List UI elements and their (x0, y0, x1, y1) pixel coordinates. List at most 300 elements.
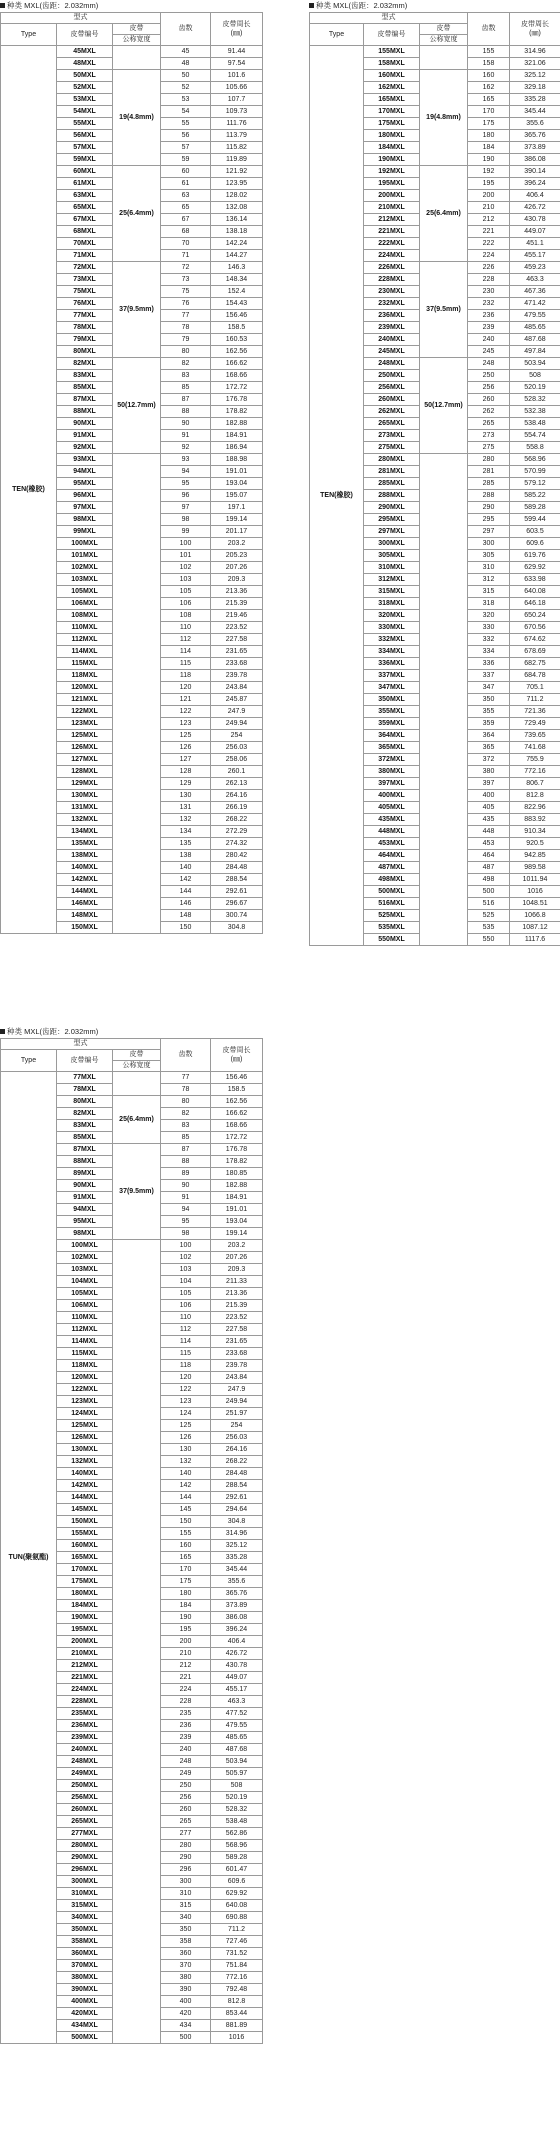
belt-number-cell: 228MXL (364, 274, 420, 286)
circumference-cell: 455.17 (510, 250, 560, 262)
circumference-cell: 727.46 (211, 1936, 263, 1948)
circumference-cell: 231.65 (211, 1336, 263, 1348)
circumference-cell: 211.33 (211, 1276, 263, 1288)
circumference-cell: 373.89 (510, 142, 560, 154)
teeth-cell: 359 (468, 718, 510, 730)
belt-number-cell: 295MXL (364, 514, 420, 526)
teeth-cell: 130 (161, 790, 211, 802)
belt-number-cell: 192MXL (364, 166, 420, 178)
circumference-cell: 191.01 (211, 466, 263, 478)
belt-number-cell: 310MXL (57, 1888, 113, 1900)
teeth-cell: 464 (468, 850, 510, 862)
circumference-cell: 406.4 (211, 1636, 263, 1648)
belt-number-cell: 80MXL (57, 346, 113, 358)
circumference-cell: 603.5 (510, 526, 560, 538)
circumference-cell: 162.56 (211, 1096, 263, 1108)
teeth-cell: 135 (161, 838, 211, 850)
belt-number-cell: 337MXL (364, 670, 420, 682)
circumference-cell: 532.38 (510, 406, 560, 418)
belt-number-cell: 265MXL (57, 1816, 113, 1828)
circumference-cell: 646.18 (510, 598, 560, 610)
header-type-group: 型式 (1, 1039, 161, 1050)
circumference-cell: 296.67 (211, 898, 263, 910)
belt-number-cell: 525MXL (364, 910, 420, 922)
belt-number-cell: 90MXL (57, 1180, 113, 1192)
circumference-cell: 314.96 (211, 1528, 263, 1540)
belt-number-cell: 334MXL (364, 646, 420, 658)
circumference-cell: 741.68 (510, 742, 560, 754)
belt-number-cell: 200MXL (57, 1636, 113, 1648)
circumference-cell: 188.98 (211, 454, 263, 466)
teeth-cell: 91 (161, 1192, 211, 1204)
circumference-cell: 227.58 (211, 1324, 263, 1336)
header-nominal-width: 公称宽度 (113, 35, 161, 46)
width-cell-empty (113, 1072, 161, 1096)
header-belt-no: 皮带编号 (364, 24, 420, 46)
belt-number-cell: 61MXL (57, 178, 113, 190)
teeth-cell: 90 (161, 1180, 211, 1192)
table-block-ten-1 (0, 0, 262, 934)
belt-number-cell: 336MXL (364, 658, 420, 670)
teeth-cell: 104 (161, 1276, 211, 1288)
belt-number-cell: 175MXL (364, 118, 420, 130)
circumference-cell: 178.82 (211, 406, 263, 418)
type-cell: TUN(聚氨酯) (1, 1072, 57, 2044)
teeth-cell: 82 (161, 358, 211, 370)
teeth-cell: 347 (468, 682, 510, 694)
teeth-cell: 300 (468, 538, 510, 550)
circumference-cell: 449.07 (510, 226, 560, 238)
circumference-cell: 503.94 (211, 1756, 263, 1768)
table-row (1, 1072, 263, 1084)
circumference-cell: 213.36 (211, 1288, 263, 1300)
circumference-cell: 373.89 (211, 1600, 263, 1612)
teeth-cell: 221 (468, 226, 510, 238)
teeth-cell: 184 (468, 142, 510, 154)
belt-number-cell: 120MXL (57, 682, 113, 694)
square-bullet-icon (309, 3, 314, 8)
belt-number-cell: 87MXL (57, 1144, 113, 1156)
belt-number-cell: 70MXL (57, 238, 113, 250)
teeth-cell: 122 (161, 1384, 211, 1396)
header-circumference-label: 皮带周长 (222, 21, 251, 28)
header-type-group: 型式 (1, 13, 161, 24)
circumference-cell: 158.5 (211, 1084, 263, 1096)
belt-number-cell: 90MXL (57, 418, 113, 430)
circumference-cell: 459.23 (510, 262, 560, 274)
teeth-cell: 340 (161, 1912, 211, 1924)
belt-number-cell: 250MXL (57, 1780, 113, 1792)
teeth-cell: 275 (468, 442, 510, 454)
circumference-cell: 132.08 (211, 202, 263, 214)
teeth-cell: 256 (468, 382, 510, 394)
belt-number-cell: 358MXL (57, 1936, 113, 1948)
belt-number-cell: 102MXL (57, 562, 113, 574)
belt-number-cell: 110MXL (57, 622, 113, 634)
teeth-cell: 83 (161, 1120, 211, 1132)
belt-number-cell: 315MXL (364, 586, 420, 598)
belt-number-cell: 105MXL (57, 1288, 113, 1300)
belt-number-cell: 99MXL (57, 526, 113, 538)
teeth-cell: 250 (468, 370, 510, 382)
teeth-cell: 54 (161, 106, 211, 118)
belt-number-cell: 100MXL (57, 538, 113, 550)
belt-number-cell: 390MXL (57, 1984, 113, 1996)
teeth-cell: 380 (468, 766, 510, 778)
teeth-cell: 365 (468, 742, 510, 754)
table-block-tun (0, 1026, 262, 2044)
teeth-cell: 59 (161, 154, 211, 166)
circumference-cell: 300.74 (211, 910, 263, 922)
header-circumference (211, 1039, 263, 1072)
circumference-cell: 538.48 (211, 1816, 263, 1828)
circumference-cell: 806.7 (510, 778, 560, 790)
circumference-cell: 184.91 (211, 430, 263, 442)
belt-number-cell: 82MXL (57, 1108, 113, 1120)
teeth-cell: 126 (161, 742, 211, 754)
belt-number-cell: 372MXL (364, 754, 420, 766)
teeth-cell: 330 (468, 622, 510, 634)
teeth-cell: 230 (468, 286, 510, 298)
teeth-cell: 281 (468, 466, 510, 478)
teeth-cell: 122 (161, 706, 211, 718)
belt-number-cell: 91MXL (57, 430, 113, 442)
circumference-cell: 772.16 (211, 1972, 263, 1984)
belt-number-cell: 464MXL (364, 850, 420, 862)
belt-number-cell: 365MXL (364, 742, 420, 754)
circumference-cell: 128.02 (211, 190, 263, 202)
circumference-cell: 568.96 (510, 454, 560, 466)
teeth-cell: 390 (161, 1984, 211, 1996)
nominal-width-cell: 25(6.4mm) (420, 166, 468, 262)
circumference-cell: 812.8 (211, 1996, 263, 2008)
teeth-cell: 98 (161, 1228, 211, 1240)
belt-number-cell: 281MXL (364, 466, 420, 478)
circumference-cell: 721.36 (510, 706, 560, 718)
circumference-cell: 449.07 (211, 1672, 263, 1684)
belt-number-cell: 134MXL (57, 826, 113, 838)
circumference-cell: 91.44 (211, 46, 263, 58)
teeth-cell: 297 (468, 526, 510, 538)
circumference-cell: 201.17 (211, 526, 263, 538)
circumference-cell: 609.6 (211, 1876, 263, 1888)
teeth-cell: 312 (468, 574, 510, 586)
belt-number-cell: 320MXL (364, 610, 420, 622)
teeth-cell: 88 (161, 1156, 211, 1168)
teeth-cell: 516 (468, 898, 510, 910)
belt-number-cell: 129MXL (57, 778, 113, 790)
belt-number-cell: 105MXL (57, 586, 113, 598)
teeth-cell: 240 (468, 334, 510, 346)
belt-number-cell: 67MXL (57, 214, 113, 226)
circumference-cell: 1011.94 (510, 874, 560, 886)
circumference-cell: 184.91 (211, 1192, 263, 1204)
belt-number-cell: 400MXL (57, 1996, 113, 2008)
belt-number-cell: 256MXL (364, 382, 420, 394)
teeth-cell: 296 (161, 1864, 211, 1876)
belt-number-cell: 75MXL (57, 286, 113, 298)
belt-number-cell: 250MXL (364, 370, 420, 382)
belt-number-cell: 135MXL (57, 838, 113, 850)
belt-number-cell: 73MXL (57, 274, 113, 286)
teeth-cell: 128 (161, 766, 211, 778)
teeth-cell: 295 (468, 514, 510, 526)
teeth-cell: 226 (468, 262, 510, 274)
teeth-cell: 175 (468, 118, 510, 130)
circumference-cell: 497.84 (510, 346, 560, 358)
circumference-cell: 227.58 (211, 634, 263, 646)
header-belt: 皮带 (113, 1050, 161, 1061)
teeth-cell: 420 (161, 2008, 211, 2020)
circumference-cell: 345.44 (211, 1564, 263, 1576)
belt-number-cell: 150MXL (57, 1516, 113, 1528)
teeth-cell: 77 (161, 310, 211, 322)
belt-number-cell: 106MXL (57, 1300, 113, 1312)
circumference-cell: 223.52 (211, 622, 263, 634)
circumference-cell: 264.16 (211, 1444, 263, 1456)
circumference-cell: 160.53 (211, 334, 263, 346)
teeth-cell: 76 (161, 298, 211, 310)
teeth-cell: 162 (468, 82, 510, 94)
circumference-cell: 280.42 (211, 850, 263, 862)
circumference-cell: 426.72 (510, 202, 560, 214)
header-circumference-label: 皮带周长 (222, 1047, 251, 1054)
belt-number-cell: 125MXL (57, 730, 113, 742)
belt-number-cell: 165MXL (57, 1552, 113, 1564)
circumference-cell: 144.27 (211, 250, 263, 262)
teeth-cell: 102 (161, 562, 211, 574)
belt-number-cell: 127MXL (57, 754, 113, 766)
circumference-cell: 294.64 (211, 1504, 263, 1516)
circumference-cell: 812.8 (510, 790, 560, 802)
circumference-cell: 203.2 (211, 538, 263, 550)
circumference-cell: 105.66 (211, 82, 263, 94)
teeth-cell: 110 (161, 622, 211, 634)
teeth-cell: 160 (161, 1540, 211, 1552)
circumference-cell: 172.72 (211, 382, 263, 394)
teeth-cell: 250 (161, 1780, 211, 1792)
teeth-cell: 89 (161, 1168, 211, 1180)
teeth-cell: 82 (161, 1108, 211, 1120)
circumference-cell: 182.88 (211, 418, 263, 430)
teeth-cell: 212 (468, 214, 510, 226)
header-type: Type (310, 24, 364, 46)
belt-number-cell: 200MXL (364, 190, 420, 202)
table-caption (309, 0, 560, 12)
teeth-cell: 170 (468, 106, 510, 118)
belt-number-cell: 130MXL (57, 1444, 113, 1456)
teeth-cell: 120 (161, 1372, 211, 1384)
teeth-cell: 65 (161, 202, 211, 214)
circumference-cell: 755.9 (510, 754, 560, 766)
belt-number-cell: 405MXL (364, 802, 420, 814)
belt-number-cell: 516MXL (364, 898, 420, 910)
circumference-cell: 205.23 (211, 550, 263, 562)
teeth-cell: 144 (161, 1492, 211, 1504)
belt-number-cell: 350MXL (364, 694, 420, 706)
circumference-cell: 467.36 (510, 286, 560, 298)
teeth-cell: 144 (161, 886, 211, 898)
circumference-cell: 579.12 (510, 478, 560, 490)
circumference-cell: 107.7 (211, 94, 263, 106)
belt-number-cell: 71MXL (57, 250, 113, 262)
belt-number-cell: 221MXL (364, 226, 420, 238)
circumference-cell: 180.85 (211, 1168, 263, 1180)
circumference-cell: 223.52 (211, 1312, 263, 1324)
circumference-cell: 711.2 (510, 694, 560, 706)
teeth-cell: 103 (161, 574, 211, 586)
circumference-cell: 471.42 (510, 298, 560, 310)
teeth-cell: 487 (468, 862, 510, 874)
belt-number-cell: 145MXL (57, 1504, 113, 1516)
belt-number-cell: 239MXL (57, 1732, 113, 1744)
teeth-cell: 184 (161, 1600, 211, 1612)
teeth-cell: 106 (161, 598, 211, 610)
belt-number-cell: 180MXL (364, 130, 420, 142)
circumference-cell: 633.98 (510, 574, 560, 586)
belt-number-cell: 60MXL (57, 166, 113, 178)
belt-number-cell: 184MXL (57, 1600, 113, 1612)
teeth-cell: 400 (468, 790, 510, 802)
circumference-cell: 430.78 (510, 214, 560, 226)
teeth-cell: 380 (161, 1972, 211, 1984)
teeth-cell: 105 (161, 1288, 211, 1300)
teeth-cell: 63 (161, 190, 211, 202)
belt-spec-table (0, 1038, 263, 2044)
circumference-cell: 386.08 (211, 1612, 263, 1624)
circumference-cell: 365.76 (510, 130, 560, 142)
table-caption (0, 0, 262, 12)
circumference-cell: 256.03 (211, 742, 263, 754)
teeth-cell: 150 (161, 922, 211, 934)
teeth-cell: 71 (161, 250, 211, 262)
belt-number-cell: 190MXL (364, 154, 420, 166)
belt-number-cell: 110MXL (57, 1312, 113, 1324)
circumference-cell: 355.6 (510, 118, 560, 130)
circumference-cell: 243.84 (211, 1372, 263, 1384)
circumference-cell: 186.94 (211, 442, 263, 454)
square-bullet-icon (0, 3, 5, 8)
teeth-cell: 78 (161, 322, 211, 334)
teeth-cell: 126 (161, 1432, 211, 1444)
belt-number-cell: 434MXL (57, 2020, 113, 2032)
teeth-cell: 91 (161, 430, 211, 442)
belt-number-cell: 132MXL (57, 1456, 113, 1468)
teeth-cell: 249 (161, 1768, 211, 1780)
belt-number-cell: 72MXL (57, 262, 113, 274)
teeth-cell: 95 (161, 1216, 211, 1228)
header-type: Type (1, 24, 57, 46)
circumference-cell: 520.19 (211, 1792, 263, 1804)
teeth-cell: 92 (161, 442, 211, 454)
teeth-cell: 315 (161, 1900, 211, 1912)
circumference-cell: 292.61 (211, 1492, 263, 1504)
circumference-cell: 268.22 (211, 814, 263, 826)
teeth-cell: 85 (161, 1132, 211, 1144)
circumference-cell: 528.32 (211, 1804, 263, 1816)
belt-number-cell: 128MXL (57, 766, 113, 778)
belt-number-cell: 45MXL (57, 46, 113, 58)
circumference-cell: 739.65 (510, 730, 560, 742)
teeth-cell: 500 (468, 886, 510, 898)
circumference-cell: 245.87 (211, 694, 263, 706)
header-teeth: 齿数 (161, 13, 211, 46)
belt-number-cell: 120MXL (57, 1372, 113, 1384)
circumference-cell: 396.24 (510, 178, 560, 190)
belt-number-cell: 232MXL (364, 298, 420, 310)
circumference-cell: 172.72 (211, 1132, 263, 1144)
circumference-cell: 156.46 (211, 310, 263, 322)
belt-number-cell: 180MXL (57, 1588, 113, 1600)
teeth-cell: 78 (161, 1084, 211, 1096)
belt-number-cell: 78MXL (57, 1084, 113, 1096)
teeth-cell: 97 (161, 502, 211, 514)
nominal-width-cell: 25(6.4mm) (113, 166, 161, 262)
circumference-cell: 243.84 (211, 682, 263, 694)
belt-number-cell: 285MXL (364, 478, 420, 490)
circumference-cell: 1048.51 (510, 898, 560, 910)
belt-number-cell: 224MXL (57, 1684, 113, 1696)
circumference-cell: 209.3 (211, 1264, 263, 1276)
circumference-cell: 406.4 (510, 190, 560, 202)
circumference-cell: 508 (510, 370, 560, 382)
belt-number-cell: 92MXL (57, 442, 113, 454)
teeth-cell: 310 (161, 1888, 211, 1900)
belt-number-cell: 112MXL (57, 634, 113, 646)
circumference-cell: 138.18 (211, 226, 263, 238)
belt-number-cell: 260MXL (364, 394, 420, 406)
belt-number-cell: 190MXL (57, 1612, 113, 1624)
circumference-cell: 321.06 (510, 58, 560, 70)
teeth-cell: 364 (468, 730, 510, 742)
teeth-cell: 190 (161, 1612, 211, 1624)
circumference-cell: 485.65 (510, 322, 560, 334)
circumference-cell: 629.92 (211, 1888, 263, 1900)
caption-text: 种类 MXL(齿距：2.032mm) (7, 1027, 99, 1036)
teeth-cell: 224 (161, 1684, 211, 1696)
belt-number-cell: 106MXL (57, 598, 113, 610)
teeth-cell: 134 (161, 826, 211, 838)
belt-number-cell: 56MXL (57, 130, 113, 142)
belt-number-cell: 221MXL (57, 1672, 113, 1684)
circumference-cell: 601.47 (211, 1864, 263, 1876)
circumference-cell: 101.6 (211, 70, 263, 82)
teeth-cell: 222 (468, 238, 510, 250)
circumference-cell: 97.54 (211, 58, 263, 70)
belt-number-cell: 380MXL (57, 1972, 113, 1984)
nominal-width-cell: 19(4.8mm) (420, 70, 468, 166)
teeth-cell: 155 (161, 1528, 211, 1540)
circumference-cell: 123.95 (211, 178, 263, 190)
teeth-cell: 535 (468, 922, 510, 934)
nominal-width-cell: 50(12.7mm) (113, 358, 161, 454)
teeth-cell: 127 (161, 754, 211, 766)
teeth-cell: 79 (161, 334, 211, 346)
teeth-cell: 337 (468, 670, 510, 682)
circumference-cell: 989.58 (510, 862, 560, 874)
teeth-cell: 248 (161, 1756, 211, 1768)
belt-number-cell: 95MXL (57, 478, 113, 490)
teeth-cell: 265 (468, 418, 510, 430)
circumference-cell: 152.4 (211, 286, 263, 298)
circumference-cell: 166.62 (211, 1108, 263, 1120)
teeth-cell: 114 (161, 646, 211, 658)
belt-number-cell: 85MXL (57, 382, 113, 394)
circumference-cell: 568.96 (211, 1840, 263, 1852)
teeth-cell: 300 (161, 1876, 211, 1888)
circumference-cell: 215.39 (211, 598, 263, 610)
belt-number-cell: 125MXL (57, 1420, 113, 1432)
